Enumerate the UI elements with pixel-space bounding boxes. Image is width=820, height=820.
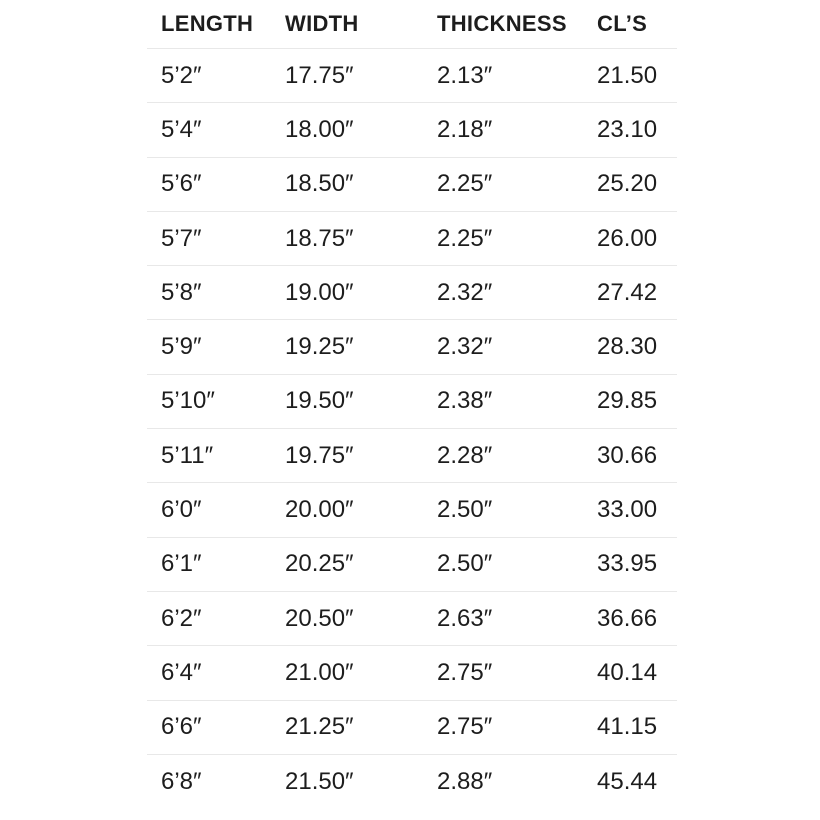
cls-cell: 21.50	[597, 61, 658, 89]
length-cell: 5’7″	[161, 224, 202, 252]
thickness-cell: 2.32″	[437, 278, 493, 306]
thickness-cell: 2.32″	[437, 333, 493, 361]
length-cell: 6’0″	[161, 496, 202, 524]
cls-cell: 26.00	[597, 224, 658, 252]
table-row	[147, 754, 677, 808]
width-cell: 20.25″	[285, 550, 354, 578]
table-row	[147, 591, 677, 645]
width-cell: 17.75″	[285, 61, 354, 89]
length-cell: 5’4″	[161, 115, 202, 143]
length-cell: 5’10″	[161, 387, 215, 415]
length-cell: 6’2″	[161, 604, 202, 632]
column-header-thickness: THICKNESS	[437, 11, 567, 36]
table-row	[147, 537, 677, 591]
cls-cell: 29.85	[597, 387, 658, 415]
length-cell: 5’6″	[161, 170, 202, 198]
thickness-cell: 2.50″	[437, 550, 493, 578]
cls-cell: 23.10	[597, 115, 658, 143]
table-row	[147, 48, 677, 102]
length-cell: 5’8″	[161, 278, 202, 306]
table-header-row	[147, 0, 677, 48]
width-cell: 19.50″	[285, 387, 354, 415]
width-cell: 21.50″	[285, 767, 354, 795]
width-cell: 19.00″	[285, 278, 354, 306]
table-row	[147, 482, 677, 536]
length-cell: 5’9″	[161, 333, 202, 361]
cls-cell: 27.42	[597, 278, 658, 306]
cls-cell: 41.15	[597, 713, 658, 741]
table-row	[147, 700, 677, 754]
length-cell: 6’8″	[161, 767, 202, 795]
thickness-cell: 2.63″	[437, 604, 493, 632]
table-row	[147, 211, 677, 265]
width-cell: 20.50″	[285, 604, 354, 632]
width-cell: 19.75″	[285, 441, 354, 469]
thickness-cell: 2.75″	[437, 713, 493, 741]
thickness-cell: 2.38″	[437, 387, 493, 415]
thickness-cell: 2.18″	[437, 115, 493, 143]
thickness-cell: 2.25″	[437, 224, 493, 252]
table-row	[147, 319, 677, 373]
table-row	[147, 102, 677, 156]
cls-cell: 40.14	[597, 658, 658, 686]
thickness-cell: 2.75″	[437, 658, 493, 686]
cls-cell: 45.44	[597, 767, 658, 795]
width-cell: 21.00″	[285, 658, 354, 686]
column-header-cls: CL’S	[597, 11, 648, 36]
length-cell: 5’11″	[161, 441, 214, 469]
cls-cell: 28.30	[597, 333, 658, 361]
table-row	[147, 428, 677, 482]
table-row	[147, 265, 677, 319]
thickness-cell: 2.88″	[437, 767, 493, 795]
width-cell: 21.25″	[285, 713, 354, 741]
thickness-cell: 2.13″	[437, 61, 493, 89]
table-row	[147, 157, 677, 211]
column-header-width: WIDTH	[285, 11, 359, 36]
width-cell: 18.00″	[285, 115, 354, 143]
length-cell: 6’1″	[161, 550, 202, 578]
thickness-cell: 2.50″	[437, 496, 493, 524]
cls-cell: 30.66	[597, 441, 658, 469]
thickness-cell: 2.25″	[437, 170, 493, 198]
width-cell: 18.50″	[285, 170, 354, 198]
cls-cell: 33.00	[597, 496, 658, 524]
table-row	[147, 645, 677, 699]
cls-cell: 25.20	[597, 170, 658, 198]
cls-cell: 33.95	[597, 550, 658, 578]
surfboard-size-chart-table	[147, 0, 677, 808]
length-cell: 6’4″	[161, 658, 202, 686]
length-cell: 5’2″	[161, 61, 202, 89]
cls-cell: 36.66	[597, 604, 658, 632]
column-header-length: LENGTH	[161, 11, 254, 36]
width-cell: 18.75″	[285, 224, 354, 252]
width-cell: 20.00″	[285, 496, 354, 524]
width-cell: 19.25″	[285, 333, 354, 361]
thickness-cell: 2.28″	[437, 441, 493, 469]
table-row	[147, 374, 677, 428]
length-cell: 6’6″	[161, 713, 202, 741]
